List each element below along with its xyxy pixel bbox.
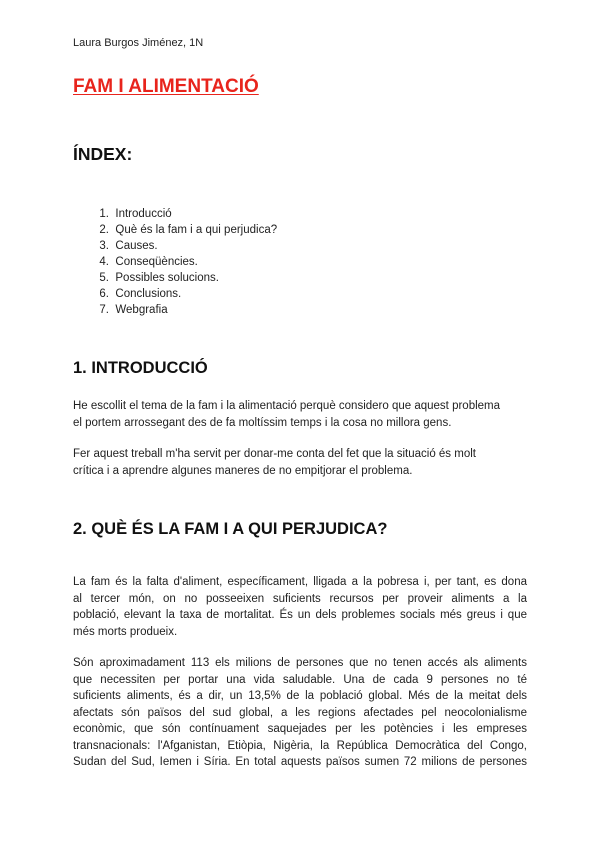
toc-item: 7. Webgrafia <box>99 304 168 316</box>
author-line: Laura Burgos Jiménez, 1N <box>73 37 204 49</box>
index-heading: ÍNDEX: <box>73 144 133 164</box>
toc-item: 5. Possibles solucions. <box>99 272 219 284</box>
toc-item: 6. Conclusions. <box>99 288 182 300</box>
document-title: FAM I ALIMENTACIÓ <box>73 76 259 97</box>
section-1-heading: 1. INTRODUCCIÓ <box>73 359 208 377</box>
section-2-paragraph-1: La fam és la falta d'aliment, específicament, lligada a la pobresa i, per tant, es dona al tercer món, on no posseeixen suficients recursos per proveir aliments a la població, elevant la taxa de mortalitat. És un dels problemes socials més greus i que més morts produeix. <box>73 576 527 638</box>
table-of-contents <box>73 206 277 318</box>
section-2-paragraph-2: Són aproximadament 113 els milions de persones que no tenen accés als aliments que necessiten per portar una vida saludable. Una de cada 9 persones no té suficients aliments, és a dir, un 13,5% de la població global. Més de la meitat dels afectats són països del sud global, a les regions afectades pel neocolonialisme econòmic, que són contínuament saquejades per les potències i les empreses transnacionals: l'Afganistan, Etiòpia, Nigèria, la República Democràtica del Congo, Sudan del Sud, Iemen i Síria. En total aquests països sumen 72 milions de persones <box>73 657 527 768</box>
toc-item: 3. Causes. <box>99 240 158 252</box>
section-1-paragraph-2: Fer aquest treball m'ha servit per donar-me conta del fet que la situació és molt crítica i a aprendre algunes maneres de no empitjorar el problema. <box>73 448 476 477</box>
toc-item: 4. Conseqüències. <box>99 256 198 268</box>
section-2-heading: 2. QUÈ ÉS LA FAM I A QUI PERJUDICA? <box>73 520 388 538</box>
toc-item: 2. Què és la fam i a qui perjudica? <box>99 224 278 236</box>
section-1-paragraph-1: He escollit el tema de la fam i la alimentació perquè considero que aquest problema el portem arrossegant des de fa moltíssim temps i la cosa no millora gens. <box>73 400 501 429</box>
toc-item: 1. Introducció <box>99 208 172 220</box>
